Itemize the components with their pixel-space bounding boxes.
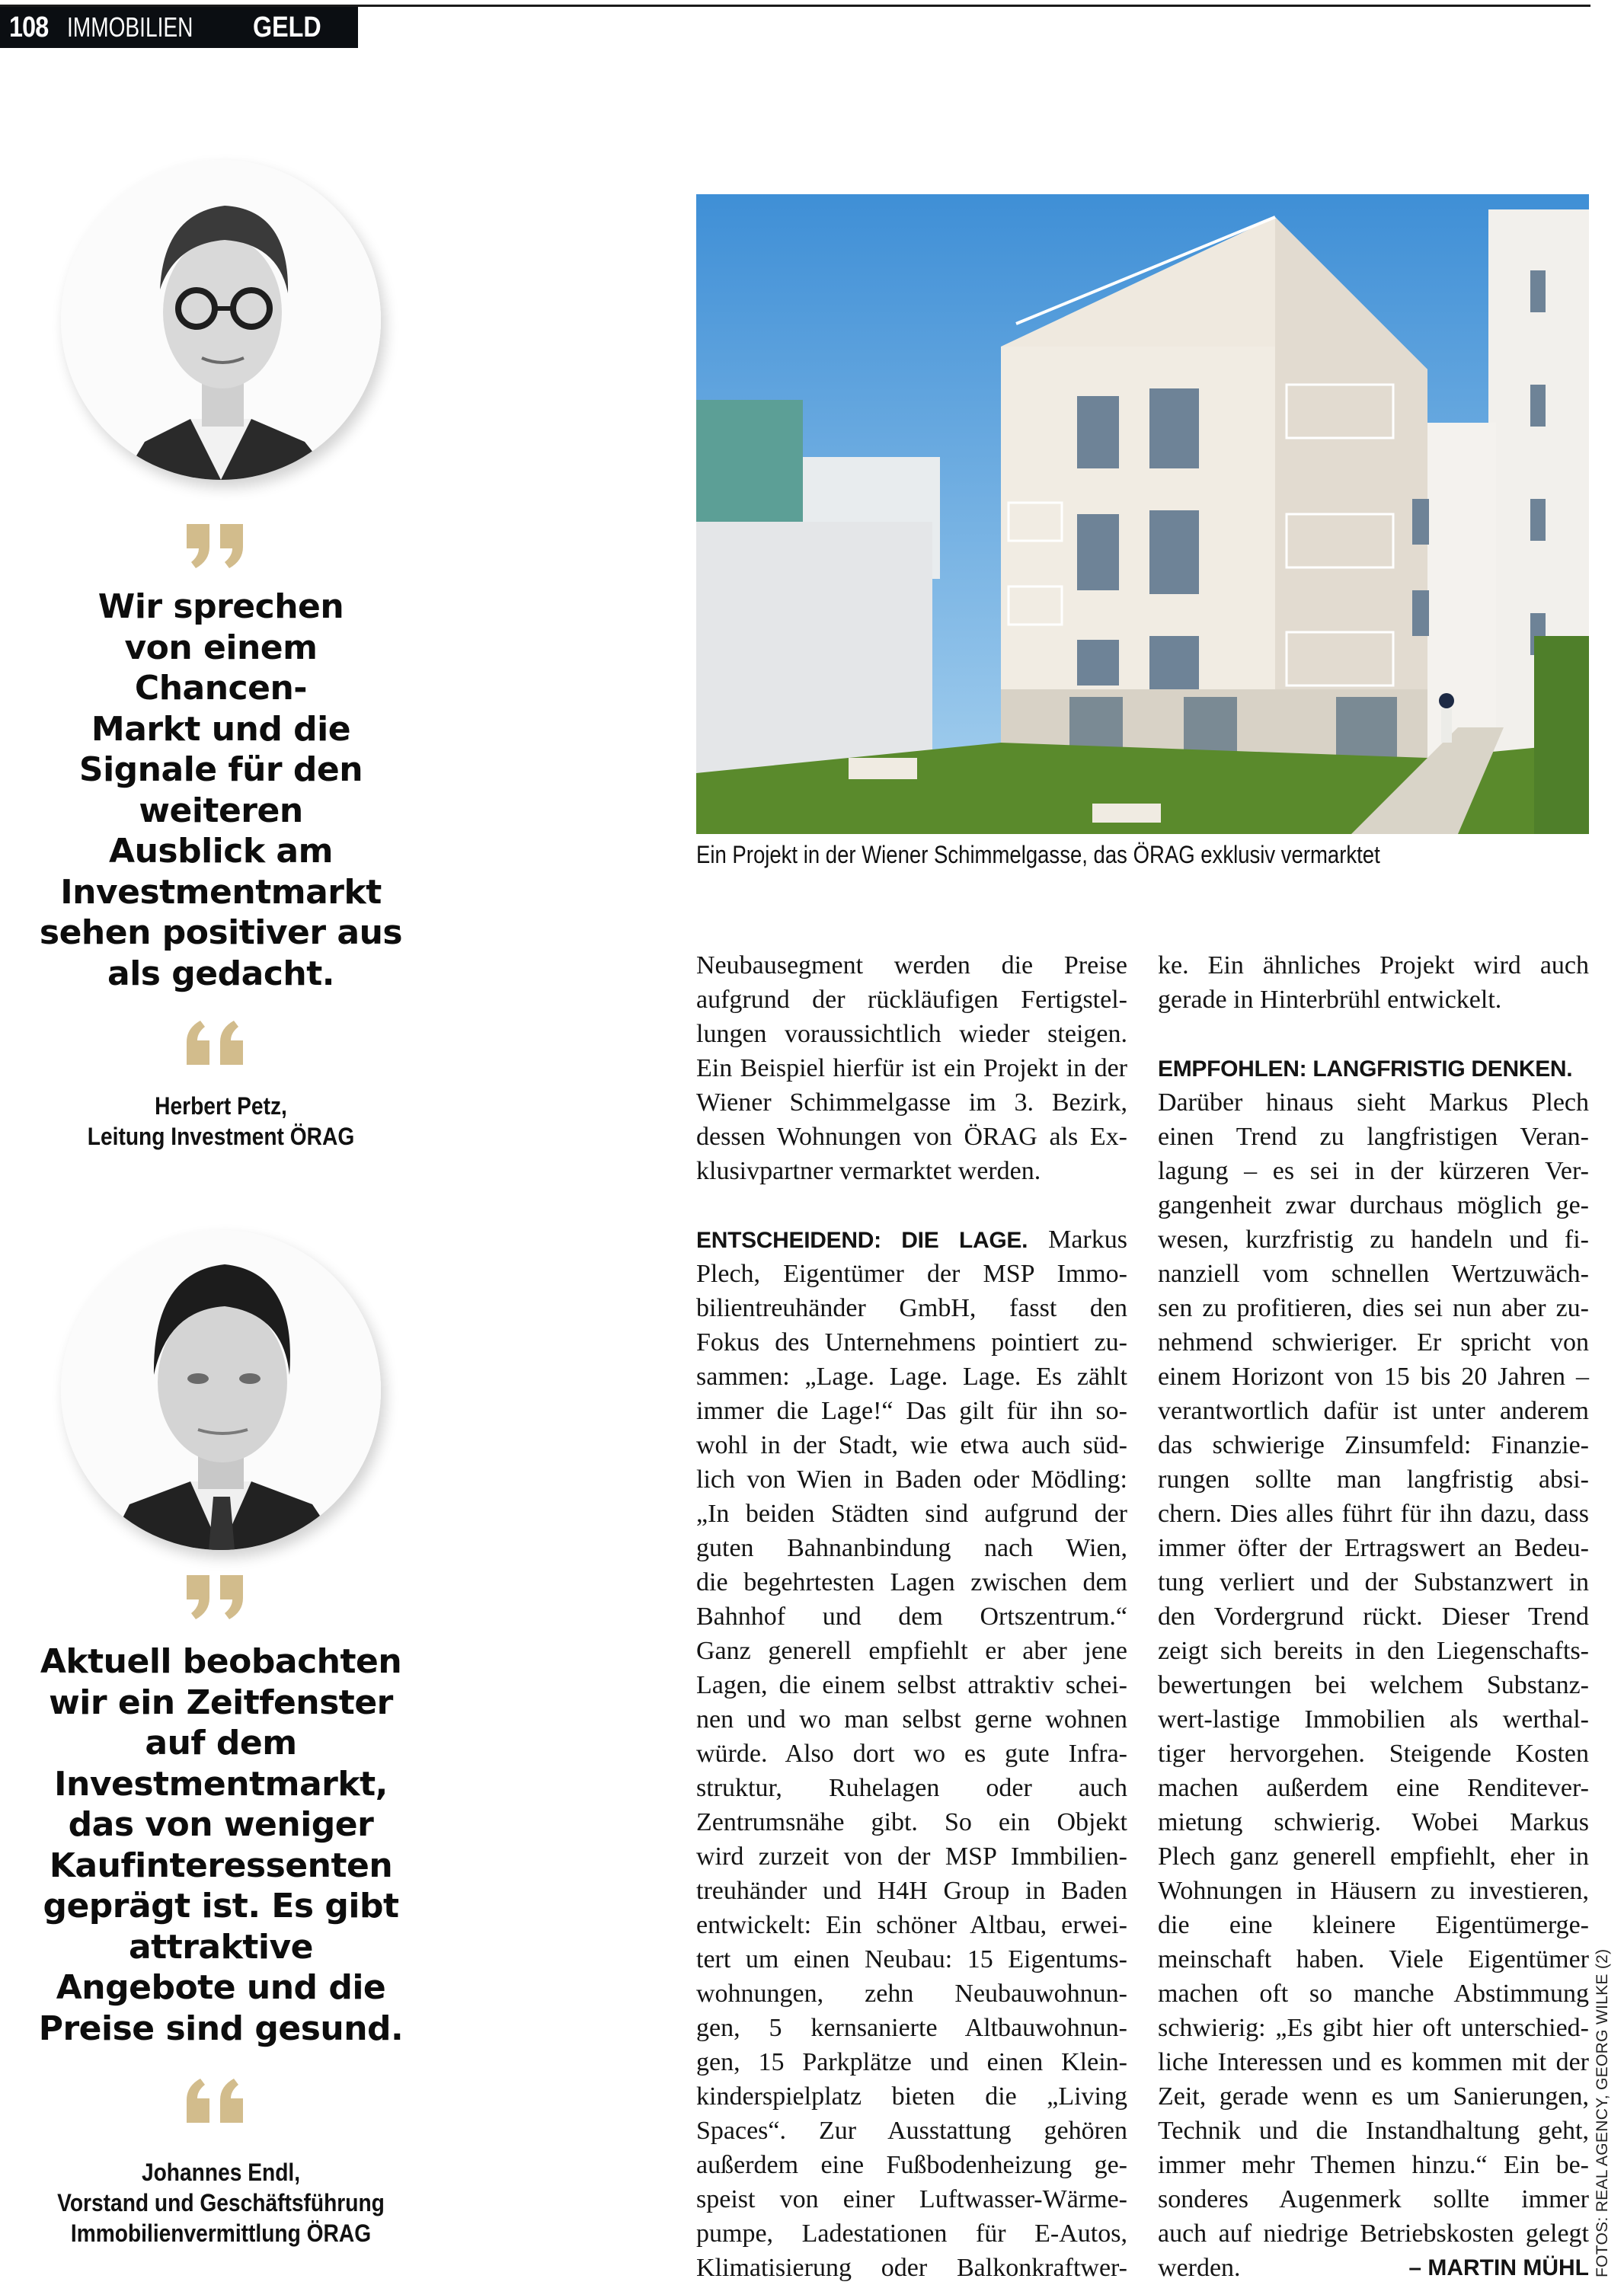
- text-line: die begehrtesten Lagen zwischen dem: [696, 1568, 1127, 1596]
- text-line: gen, 5 kernsanierte Altbauwohnun-: [696, 2014, 1127, 2042]
- quote-line: Angebote und die: [56, 1968, 386, 2007]
- quote-line: Wir sprechen: [98, 587, 344, 626]
- section-label: IMMOBILIEN: [67, 11, 193, 43]
- text-line: machen außerdem eine Renditever-: [1158, 1774, 1589, 1802]
- text-line: rungen sollte man langfristig absi-: [1158, 1465, 1589, 1494]
- article-column-1: [696, 948, 1127, 2285]
- body-text: werden.: [1158, 2254, 1241, 2282]
- attribution-title: Leitung Investment ÖRAG: [87, 1123, 355, 1150]
- text-line: immer die Lage!“ Das gilt für ihn so-: [696, 1397, 1127, 1425]
- text-line: immer mehr Themen hinzu.“ Ein be-: [1158, 2151, 1589, 2179]
- text-line: Ganz generell empfiehlt er aber jene: [696, 1637, 1127, 1665]
- close-quote-icon: [187, 1019, 248, 1065]
- text-line: dessen Wohnungen von ÖRAG als Ex-: [696, 1123, 1127, 1151]
- quote-line: auf dem: [145, 1724, 297, 1762]
- subhead-empfohlen: EMPFOHLEN: LANGFRISTIG DENKEN.: [1158, 1056, 1573, 1082]
- page-header: [0, 7, 358, 48]
- text-line: gangenheit zwar durchaus möglich ge-: [1158, 1191, 1589, 1219]
- text-line: verantwortlich dafür ist unter anderem: [1158, 1397, 1589, 1425]
- text-line: Klimatisierung oder Balkonkraftwer-: [696, 2254, 1127, 2282]
- text-line: Fokus des Unternehmens pointiert zu-: [696, 1328, 1127, 1357]
- text-line: Bahnhof und dem Ortszentrum.“: [696, 1603, 1127, 1631]
- text-line: sonderes Augenmerk sollte immer: [1158, 2185, 1589, 2213]
- text-line: nehmend schwieriger. Er spricht von: [1158, 1328, 1589, 1357]
- text-line: Spaces“. Zur Ausstattung gehören: [696, 2117, 1127, 2145]
- quote-line: weiteren: [139, 791, 303, 830]
- open-quote-icon: [187, 1575, 248, 1621]
- text-line: sammen: „Lage. Lage. Lage. Es zählt: [696, 1363, 1127, 1391]
- text-line: Wohnungen in Häusern zu investieren,: [1158, 1877, 1589, 1905]
- text-line: außerdem eine Fußbodenheizung ge-: [696, 2151, 1127, 2179]
- paragraph-start: [696, 1222, 1127, 1257]
- quote-line: als gedacht.: [107, 954, 334, 993]
- text-line: pumpe, Ladestationen für E-Autos,: [696, 2219, 1127, 2248]
- quote-line: von einem: [124, 628, 318, 667]
- quote-line: das von weniger: [68, 1805, 374, 1844]
- text-line: einen Trend zu langfristigen Veran-: [1158, 1123, 1589, 1151]
- text-line: lungen voraussichtlich wieder steigen.: [696, 1020, 1127, 1048]
- text-line: Lagen, die einem selbst attraktiv schei-: [696, 1671, 1127, 1699]
- paragraph: [1158, 948, 1589, 1017]
- text-line: schwierig: „Es gibt hier oft unterschied-: [1158, 2014, 1589, 2042]
- close-quote-icon: [187, 2077, 248, 2123]
- page-number: 108: [9, 11, 49, 43]
- text-line: die eine kleinere Eigentümerge-: [1158, 1911, 1589, 1939]
- quote-line: attraktive: [128, 1927, 314, 1967]
- text-line: lich von Wien in Baden oder Mödling:: [696, 1465, 1127, 1494]
- text-line: Technik und die Instandhaltung geht,: [1158, 2117, 1589, 2145]
- text-line: guten Bahnanbindung nach Wien,: [696, 1534, 1127, 1562]
- text-line: kinderspielplatz bieten die „Living: [696, 2082, 1127, 2111]
- magazine-name: GELD: [253, 11, 322, 43]
- text-line: bewertungen bei welchem Substanz-: [1158, 1671, 1589, 1699]
- quote-line: wir ein Zeitfenster: [49, 1683, 393, 1722]
- building-photo: [696, 194, 1589, 834]
- attribution-company: Immobilienvermittlung ÖRAG: [70, 2219, 372, 2247]
- paragraph: [696, 1257, 1127, 2285]
- text-line: wohl in der Stadt, wie etwa auch süd-: [696, 1431, 1127, 1459]
- portrait-image: [61, 160, 381, 480]
- paragraph: [696, 948, 1127, 1188]
- text-line: das schwierige Zinsumfeld: Finanzie-: [1158, 1431, 1589, 1459]
- final-line: [1158, 2251, 1589, 2285]
- text-line: zeigt sich bereits in den Liegenschafts-: [1158, 1637, 1589, 1665]
- text-line: tert um einen Neubau: 15 Eigentums-: [696, 1945, 1127, 1973]
- text-line: lagung – es sei in der kürzeren Ver-: [1158, 1157, 1589, 1185]
- attribution-1: [15, 1091, 427, 1152]
- text-line: ke. Ein ähnliches Projekt wird auch: [1158, 951, 1589, 980]
- text-line: wohnungen, zehn Neubauwohnun-: [696, 1980, 1127, 2008]
- text-line: Ein Beispiel hierfür ist ein Projekt in der: [696, 1054, 1127, 1082]
- text-line: nen und wo man selbst gerne wohnen: [696, 1705, 1127, 1734]
- quote-line: Kaufinteressenten: [49, 1846, 393, 1885]
- text-line: einem Horizont von 15 bis 20 Jahren –: [1158, 1363, 1589, 1391]
- quote-line: geprägt ist. Es gibt: [43, 1887, 399, 1925]
- attribution-title: Vorstand und Geschäftsführung: [57, 2189, 385, 2216]
- quote-line: Investmentmarkt: [60, 872, 382, 912]
- article-column-2: [1158, 948, 1589, 2285]
- pull-quote-1: [15, 586, 427, 994]
- open-quote-icon: [187, 524, 248, 570]
- attribution-name: Johannes Endl,: [141, 2159, 301, 2186]
- text-line: Darüber hinaus sieht Markus Plech: [1158, 1088, 1589, 1117]
- text-line: nanziell vom schnellen Wertzuwäch-: [1158, 1260, 1589, 1288]
- paragraph: [1158, 1085, 1589, 2251]
- subhead-line: [1158, 1051, 1589, 1085]
- text-line: Wiener Schimmelgasse im 3. Bezirk,: [696, 1088, 1127, 1117]
- text-line: wert-lastige Immobilien als werthal-: [1158, 1705, 1589, 1734]
- text-line: treuhänder und H4H Group in Baden: [696, 1877, 1127, 1905]
- text-line: Plech ganz generell empfiehlt, eher in: [1158, 1842, 1589, 1871]
- attribution-2: [15, 2157, 427, 2248]
- text-line: bilientreuhänder GmbH, fasst den: [696, 1294, 1127, 1322]
- quote-line: Chancen-: [134, 669, 308, 708]
- photo-caption: Ein Projekt in der Wiener Schimmelgasse, das ÖRAG exklusiv vermarktet: [696, 841, 1380, 868]
- text-line: gerade in Hinterbrühl entwickelt.: [1158, 986, 1502, 1014]
- quote-line: Signale für den: [78, 750, 363, 789]
- text-line: struktur, Ruhelagen oder auch: [696, 1774, 1127, 1802]
- text-line: liche Interessen und es kommen mit der: [1158, 2048, 1589, 2076]
- quote-line: Aktuell beobachten: [40, 1642, 402, 1681]
- text-line: den Vordergrund rückt. Dieser Trend: [1158, 1603, 1589, 1631]
- text-line: machen oft so manche Abstimmung: [1158, 1980, 1589, 2008]
- body-text: Markus: [1048, 1226, 1127, 1254]
- text-line: wesen, kurzfristig zu handeln und fi-: [1158, 1226, 1589, 1254]
- text-line: auch auf niedrige Betriebskosten gelegt: [1158, 2219, 1589, 2248]
- text-line: meinschaft haben. Viele Eigentümer: [1158, 1945, 1589, 1973]
- quote-line: Preise sind gesund.: [38, 2009, 404, 2048]
- building-rendering: [696, 194, 1589, 834]
- text-line: tiger hervorgehen. Steigende Kosten: [1158, 1740, 1589, 1768]
- attribution-name: Herbert Petz,: [155, 1092, 287, 1120]
- photo-credit: FOTOS: REAL AGENCY, GEORG WILKE (2): [1594, 1948, 1611, 2277]
- text-line: gen, 15 Parkplätze und einen Klein-: [696, 2048, 1127, 2076]
- portrait-image: [61, 1230, 381, 1550]
- text-line: entwickelt: Ein schöner Altbau, erwei-: [696, 1911, 1127, 1939]
- text-line: chern. Dies alles führt für ihn dazu, dass: [1158, 1500, 1589, 1528]
- portrait-herbert-petz: [61, 160, 381, 480]
- text-line: „In beiden Städten sind aufgrund der: [696, 1500, 1127, 1528]
- text-line: aufgrund der rückläufigen Fertigstel-: [696, 986, 1127, 1014]
- text-line: würde. Also dort wo es gute Infra-: [696, 1740, 1127, 1768]
- text-line: Zeit, gerade wenn es um Sanierungen,: [1158, 2082, 1589, 2111]
- text-line: Plech, Eigentümer der MSP Immo-: [696, 1260, 1127, 1288]
- text-line: speist von einer Luftwasser-Wärme-: [696, 2185, 1127, 2213]
- quote-line: Investmentmarkt,: [54, 1764, 388, 1804]
- text-line: tung verliert und der Substanzwert in: [1158, 1568, 1589, 1596]
- text-line: wird zurzeit von der MSP Immbilien-: [696, 1842, 1127, 1871]
- pull-quote-2: [15, 1641, 427, 2049]
- quote-line: Markt und die: [91, 709, 351, 749]
- quote-line: Ausblick am: [109, 832, 333, 871]
- portrait-johannes-endl: [61, 1230, 381, 1550]
- text-line: Neubausegment werden die Preise: [696, 951, 1127, 980]
- text-line: mietung schwierig. Wobei Markus: [1158, 1808, 1589, 1836]
- text-line: sen zu profitieren, dies sei nun aber zu-: [1158, 1294, 1589, 1322]
- subhead-entscheidend: ENTSCHEIDEND: DIE LAGE.: [696, 1228, 1028, 1253]
- author-byline: – MARTIN MÜHL: [1408, 2255, 1589, 2280]
- text-line: Zentrumsnähe gibt. So ein Objekt: [696, 1808, 1127, 1836]
- text-line: klusivpartner vermarktet werden.: [696, 1157, 1041, 1185]
- quote-line: sehen positiver aus: [39, 913, 403, 952]
- text-line: immer öfter der Ertragswert an Bedeu-: [1158, 1534, 1589, 1562]
